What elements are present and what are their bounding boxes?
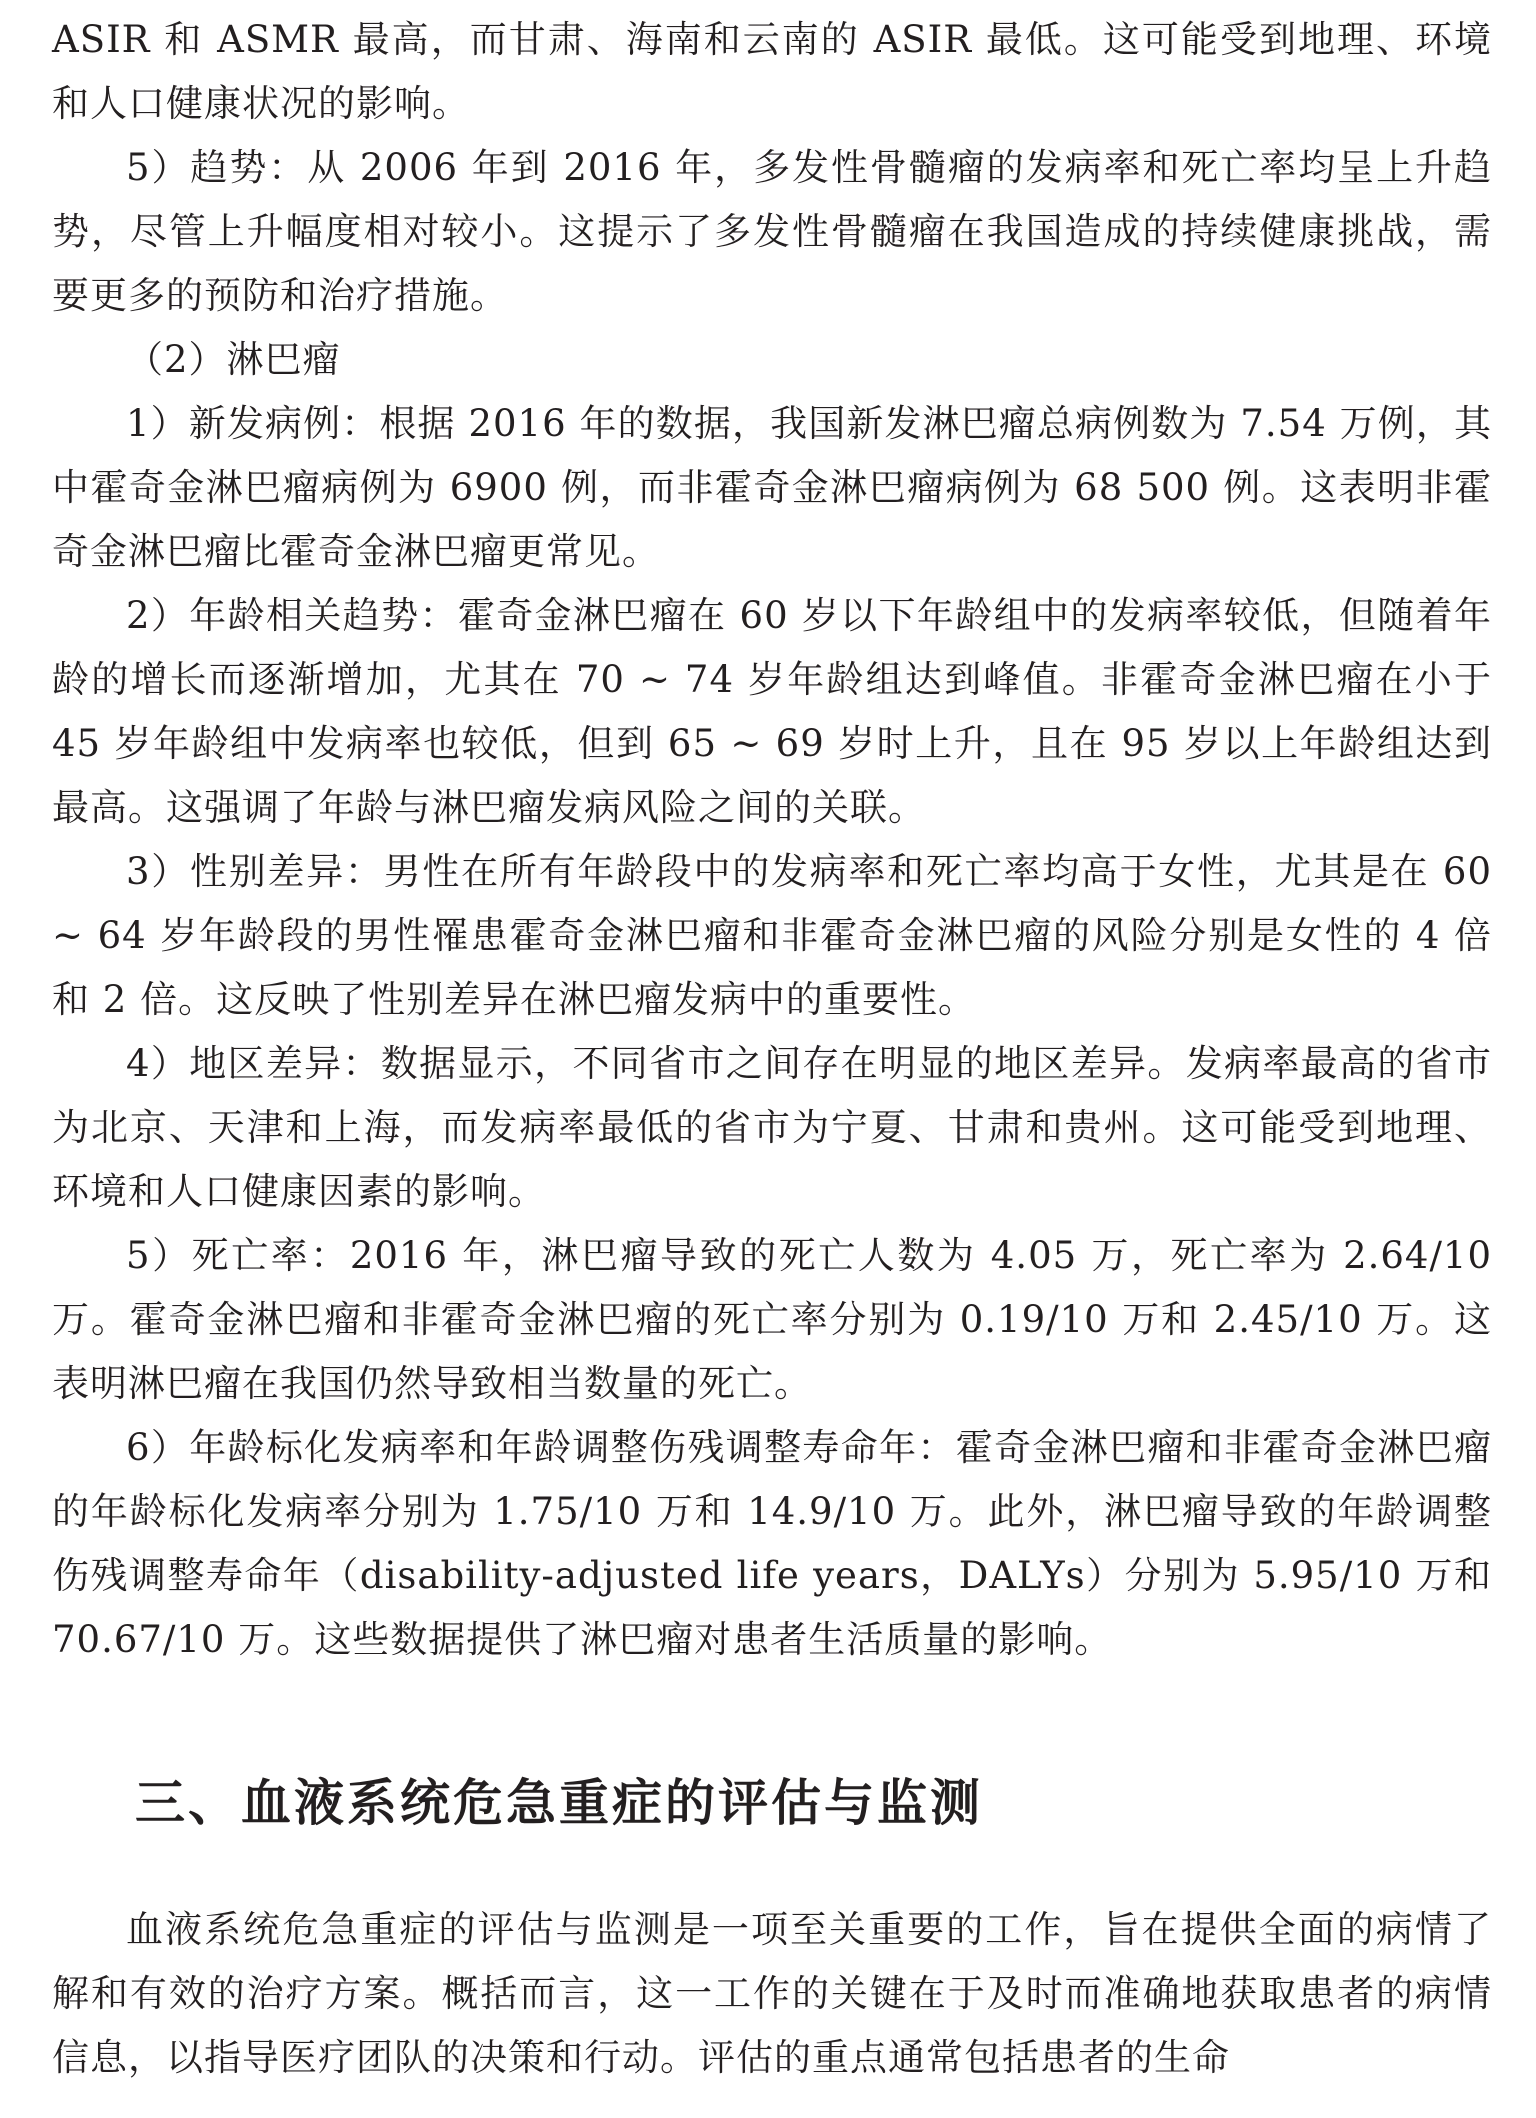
paragraph-new-cases: 1）新发病例：根据 2016 年的数据，我国新发淋巴瘤总病例数为 7.54 万例，其中霍奇金淋巴瘤病例为 6900 例，而非霍奇金淋巴瘤病例为 68 500 例。这表明非霍奇金淋巴瘤比霍奇金淋巴瘤更常见。 xyxy=(52,402,1492,573)
paragraph-gender-difference: 3）性别差异：男性在所有年龄段中的发病率和死亡率均高于女性，尤其是在 60 ~ 64 岁年龄段的男性罹患霍奇金淋巴瘤和非霍奇金淋巴瘤的风险分别是女性的 4 倍和 2 倍。这反映了性别差异在淋巴瘤发病中的重要性。 xyxy=(52,850,1492,1021)
paragraph-age-trend: 2）年龄相关趋势：霍奇金淋巴瘤在 60 岁以下年龄组中的发病率较低，但随着年龄的增长而逐渐增加，尤其在 70 ~ 74 岁年龄组达到峰值。非霍奇金淋巴瘤在小于 45 岁年龄组中发病率也较低，但到 65 ~ 69 岁时上升，且在 95 岁以上年龄组达到最高。这强调了年龄与淋巴瘤发病风险之间的关联。 xyxy=(52,594,1492,829)
body-text-upper xyxy=(52,8,1492,1672)
paragraph-mm-trend: 5）趋势：从 2006 年到 2016 年，多发性骨髓瘤的发病率和死亡率均呈上升趋势，尽管上升幅度相对较小。这提示了多发性骨髓瘤在我国造成的持续健康挑战，需要更多的预防和治疗措施。 xyxy=(52,146,1492,317)
section-heading: 三、血液系统危急重症的评估与监测 xyxy=(135,1774,983,1832)
paragraph-regional-difference: 4）地区差异：数据显示，不同省市之间存在明显的地区差异。发病率最高的省市为北京、天津和上海，而发病率最低的省市为宁夏、甘肃和贵州。这可能受到地理、环境和人口健康因素的影响。 xyxy=(52,1042,1492,1213)
body-text-lower xyxy=(52,1898,1492,2090)
paragraph-section-intro: 血液系统危急重症的评估与监测是一项至关重要的工作，旨在提供全面的病情了解和有效的治疗方案。概括而言，这一工作的关键在于及时而准确地获取患者的病情信息，以指导医疗团队的决策和行动。评估的重点通常包括患者的生命 xyxy=(52,1908,1492,2079)
paragraph-mortality: 5）死亡率：2016 年，淋巴瘤导致的死亡人数为 4.05 万，死亡率为 2.64/10 万。霍奇金淋巴瘤和非霍奇金淋巴瘤的死亡率分别为 0.19/10 万和 2.45/10 万。这表明淋巴瘤在我国仍然导致相当数量的死亡。 xyxy=(52,1234,1492,1405)
paragraph-continued: ASIR 和 ASMR 最高，而甘肃、海南和云南的 ASIR 最低。这可能受到地理、环境和人口健康状况的影响。 xyxy=(52,18,1492,125)
subsection-heading-lymphoma: （2）淋巴瘤 xyxy=(126,338,341,381)
paragraph-asir-dalys: 6）年龄标化发病率和年龄调整伤残调整寿命年：霍奇金淋巴瘤和非霍奇金淋巴瘤的年龄标化发病率分别为 1.75/10 万和 14.9/10 万。此外，淋巴瘤导致的年龄调整伤残调整寿命年（disability-adjusted life years，DALYs）分别为 5.95/10 万和 70.67/10 万。这些数据提供了淋巴瘤对患者生活质量的影响。 xyxy=(52,1426,1492,1661)
